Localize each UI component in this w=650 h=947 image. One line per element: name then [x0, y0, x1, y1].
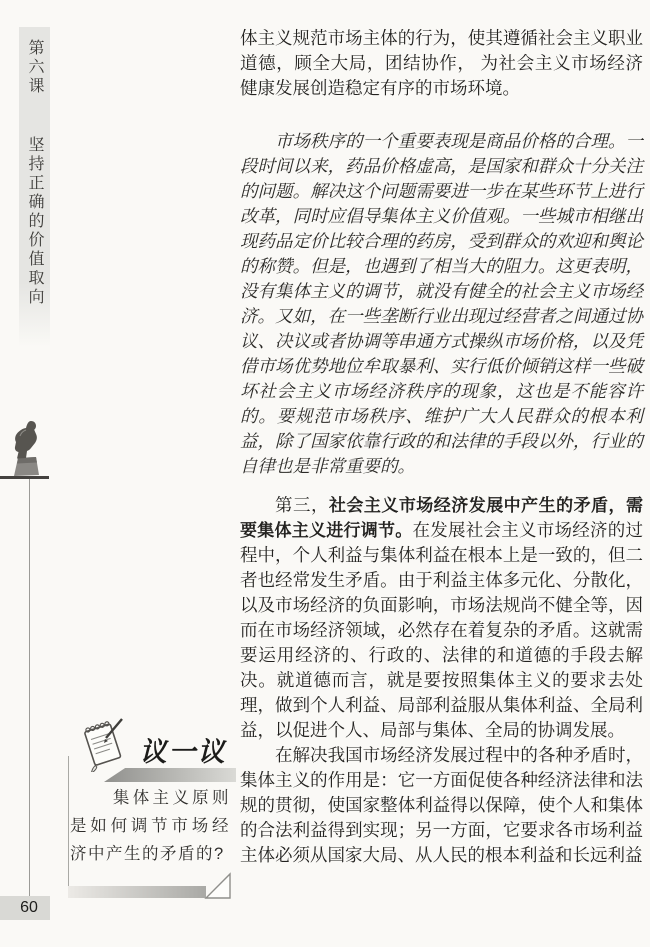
chapter-sidebar-text [19, 27, 50, 347]
margin-rule-horizontal [0, 476, 49, 479]
third-point-rest: 在发展社会主义市场经济的过程中，个人利益与集体利益在根本上是一致的，但二者也经常发生矛盾。由于利益主体多元化、分散化，以及市场经济的负面影响，市场法规尚不健全等，因而在市场经济领域，必然存在着复杂的矛盾。这就需要运用经济的、行政的、法律的和道德的手段去解决。就道德而言，就是要按照集体主义的要求去处理，做到个人利益、局部利益服从集体利益、全局利益，以促进个人、局部与集体、全局的协调发展。 [240, 520, 643, 740]
paragraph-third-point [240, 493, 643, 743]
paragraph-collectivism-role: 在解决我国市场经济发展过程中的各种矛盾时，集体主义的作用是：它一方面促使各种经济法律和法规的贯彻，使国家整体利益得以保障，使个人和集体的合法利益得到实现；另一方面，它要求各市场利益主体必须从国家大局、从人民的根本利益和长远利益 [240, 745, 643, 865]
notepad-icon [78, 716, 128, 772]
discuss-box [64, 714, 236, 900]
margin-rule-vertical [29, 479, 30, 897]
discuss-box-header-band [104, 768, 236, 782]
body-text [240, 26, 643, 868]
lesson-title: 坚持正确的价值取向 [26, 136, 43, 307]
paragraph-market-order: 市场秩序的一个重要表现是商品价格的合理。一段时间以来，药品价格虚高，是国家和群众十分关注的问题。解决这个问题需要进一步在某些环节上进行改革，同时应倡导集体主义价值观。一些城市相继出现药品定价比较合理的药房，受到群众的欢迎和舆论的称赞。但是，也遇到了相当大的阻力。这更表明，没有集体主义的调节，就没有健全的社会主义市场经济。又如，在一些垄断行业出现过经营者之间通过协议、决议或者协调等串通方式操纵市场价格，以及凭借市场优势地位牟取暴利、实行低价倾销这样一些破坏社会主义市场经济秩序的现象，这也是不能容许的。要规范市场秩序、维护广大人民群众的根本利益，除了国家依靠行政的和法律的手段以外，行业的自律也是非常重要的。 [240, 131, 643, 476]
page-number: 60 [0, 896, 50, 920]
chapter-sidebar [19, 27, 50, 347]
discuss-question: 集体主义原则是如何调节市场经济中产生的矛盾的? [70, 789, 230, 863]
lesson-number: 第六课 [26, 39, 43, 96]
third-point-lead: 第三， [275, 495, 329, 515]
discuss-box-title: 议一议 [139, 737, 227, 767]
third-point-bold: 社会主义市场经济发展中产生的矛盾，需要集体主义进行调节。 [240, 496, 644, 540]
paragraph-continuation: 体主义规范市场主体的行为，使其遵循社会主义职业道德，顾全大局，团结协作， 为社会主义市场经济健康发展创造稳定有序的市场环境。 [240, 28, 643, 98]
discuss-box-bottom-edge [64, 872, 236, 900]
discuss-box-left-border [68, 756, 69, 890]
thinker-statue-image [6, 418, 50, 478]
